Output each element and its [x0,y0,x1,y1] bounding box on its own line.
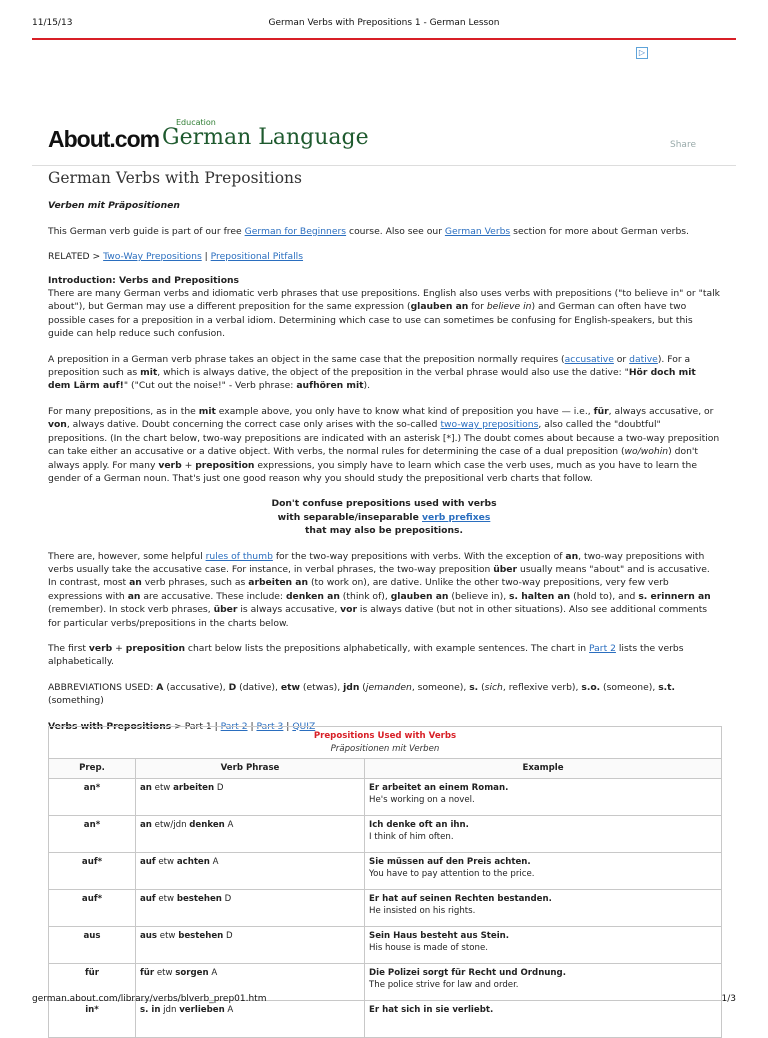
verb-phrase-cell [136,889,365,926]
parts-nav-label: Verbs with Prepositions [48,720,172,732]
example-cell [365,926,722,963]
paragraph-text: , two-way prepositions with verbs usually take the accusative case. For instance, in verbal phrases, the two-way preposition [48,550,705,575]
abbrev-text: (dative), [236,681,281,693]
callout-text: that may also be prepositions. [305,525,463,537]
example-cell [365,778,722,815]
verb-phrase-case: A [224,819,234,830]
paragraph-text: wo/wohin [624,446,669,458]
category-label[interactable]: Education [176,118,216,127]
verb-phrase-prep: aus [140,930,158,941]
paragraph-text: mit [198,405,216,417]
parts-nav-separator: | [247,720,257,732]
prep-cell: an* [49,815,136,852]
paragraph-text: ). [363,380,371,392]
prep-cell: auf* [49,889,136,926]
paragraph-text: über [493,563,518,575]
paragraph-text: lists the verbs alphabetically. [48,642,684,668]
paragraph-text: " ("Cut out the noise!" - Verb phrase: [123,380,297,392]
example-english: He insisted on his rights. [369,906,476,916]
abbrev-text: , someone), [411,681,470,693]
paragraph-text: aufhören mit [296,380,364,392]
paragraph-text: ) don't always apply. For many [48,446,699,471]
prep-cell: in* [49,1000,136,1037]
quiz-link[interactable]: QUIZ [292,720,316,732]
verb-phrase-verb: denken [189,819,225,830]
paragraph-text: glauben an [390,590,449,602]
verb-phrase-object: etw [157,930,179,941]
verb-phrase-case: D [221,893,232,904]
prep-cell: an* [49,778,136,815]
example-cell [365,815,722,852]
example-german: Ich denke oft an ihn. [369,819,469,830]
callout-text: Don't confuse prepositions used with verbs [271,498,497,510]
paragraph-text: verb phrases, such as [141,577,249,589]
paragraph-text: von [48,419,67,431]
abbrev-text: ABBREVIATIONS USED: [48,681,157,693]
intro-heading: Introduction: Verbs and Prepositions [48,274,240,286]
callout-text: with separable/inseparable [277,511,423,523]
abbrev-text: A [156,681,164,693]
table-subtitle: Präpositionen mit Verben [330,743,440,754]
paragraph-text: preposition [195,459,255,471]
paragraph-text: + [181,459,196,471]
example-english: He's working on a novel. [369,795,475,805]
verb-phrase-prep: an [140,782,152,793]
about-logo[interactable]: About.com [48,126,160,152]
paragraph-text: mit [140,367,158,379]
paragraph-text: (hold to), and [570,590,639,602]
rules-of-thumb-link[interactable]: rules of thumb [205,550,273,562]
verb-phrase-cell [136,1000,365,1037]
example-german: Er arbeitet an einem Roman. [369,782,509,793]
verb-phrase-cell [136,852,365,889]
german-verbs-link[interactable]: German Verbs [444,225,511,237]
abbreviations-line [48,681,720,708]
verb-phrase-verb: bestehen [178,930,224,941]
paragraph-text: for [468,301,487,313]
abbrev-text: s. [469,681,479,693]
table-row [49,926,722,963]
site-title[interactable]: German Language [162,125,369,150]
callout-box [48,497,720,537]
column-header-verb-phrase: Verb Phrase [136,759,365,779]
abbrev-text: (etwas), [299,681,344,693]
example-german: Die Polizei sorgt für Recht und Ordnung. [369,967,566,978]
paragraph-text: für [593,405,609,417]
paragraph-text: preposition [125,642,186,654]
paragraph-text: is always dative (but not in other situations). Also see additional comments for particular verbs/prepositions in the charts below. [48,604,708,629]
column-header-example: Example [365,759,722,779]
print-url: german.about.com/library/verbs/blverb_prep01.htm [32,994,267,1004]
abbrev-text: jdn [343,681,360,693]
abbrev-text: ( [359,681,366,693]
part-2-link[interactable]: Part 2 [220,720,248,732]
parts-nav-current: > Part 1 | [171,720,221,732]
paragraph-text: usually means "about" and is accusative. In contrast, most [48,563,710,589]
paragraph-text: an [565,550,579,562]
verb-phrase-case: A [209,856,219,867]
verb-phrase-prep: an [140,819,152,830]
abbrev-text: (accusative), [163,681,229,693]
paragraph-text: , always accusative, or [608,405,714,417]
paragraph-text: + [112,642,126,654]
paragraph-text: s. erinnern an [638,590,711,602]
parts-nav-separator: | [283,720,293,732]
example-german: Sein Haus besteht aus Stein. [369,930,510,941]
example-german: Er hat sich in sie verliebt. [369,1004,494,1015]
related-label: RELATED > [48,251,104,263]
two-way-prepositions-link[interactable]: Two-Way Prepositions [103,251,202,263]
paragraph-text: There are many German verbs and idiomatic verb phrases that use prepositions. English also uses verbs with prepositions ("to believe in" or "talk about"), but German may use a different preposition for the same expression ( [48,288,720,313]
abbrev-text: D [228,681,237,693]
paragraph-two-way [48,405,720,485]
paragraph-text: (think of), [339,590,391,602]
table-header-row [49,759,722,779]
verb-phrase-cell [136,778,365,815]
verb-phrase-object: etw/jdn [151,819,190,830]
paragraph-text: über [213,604,238,616]
dative-link[interactable]: dative [629,353,658,365]
article-subtitle: Verben mit Präpositionen [48,200,180,212]
part-3-link[interactable]: Part 3 [256,720,284,732]
paragraph-text: , also called the "doubtful" prepositions. (In the chart below, two-way prepositions are indicated with an asterisk [*].) The doubt comes about because a two-way preposition can take either an accusative or a dative object. With verbs, the normal rules for determining the case of a dual preposition ( [48,419,720,458]
table-caption [49,727,722,759]
abbrev-text: etw [280,681,300,693]
verb-phrase-prep: auf [140,893,156,904]
verb-phrase-cell [136,926,365,963]
example-english: You have to pay attention to the price. [369,869,535,879]
intro-paragraph [48,225,720,238]
ad-choices-icon[interactable]: ▷ [636,47,648,59]
print-date: 11/15/13 [32,18,73,28]
paragraph-text: vor [340,604,358,616]
abbrev-text: s.t. [658,681,676,693]
table-title: Prepositions Used with Verbs [313,731,457,741]
intro-text: section for more about German verbs. [510,225,689,237]
verb-phrase-verb: arbeiten [173,782,215,793]
verb-phrase-prep: s. in [140,1004,161,1015]
table-caption-row [49,727,722,759]
paragraph-text: arbeiten an [248,577,309,589]
share-button[interactable]: Share [670,140,696,150]
example-cell [365,852,722,889]
paragraph-text: an [127,590,141,602]
paragraph-text: (remember). In stock verb phrases, [48,604,214,616]
top-red-rule [32,38,736,40]
example-english: His house is made of stone. [369,943,488,953]
table-row [49,889,722,926]
verb-phrase-object: etw [155,856,177,867]
prep-cell: auf* [49,852,136,889]
verb-phrase-case: A [224,1004,234,1015]
verb-phrase-object: jdn [160,1004,180,1015]
paragraph-text: The first [48,642,89,654]
accusative-link[interactable]: accusative [564,353,614,365]
paragraph-text: ) and German can often have two possible cases for a preposition in a verbal idiom. Determining which case to use can sometimes be confusing for English-speakers, but this guide can help reduce such confusion. [48,301,693,340]
prep-cell: aus [49,926,136,963]
verb-phrase-case: A [208,967,218,978]
paragraph-text: or [613,353,630,365]
masthead [48,118,720,158]
table-row [49,1000,722,1037]
paragraph-rules [48,550,720,630]
verb-phrase-case: D [223,930,233,941]
prep-cell: für [49,963,136,1000]
verb-phrase-verb: achten [176,856,210,867]
paragraph-text: ). For a preposition such as [48,353,691,379]
example-english: I think of him often. [369,832,454,842]
verb-phrase-object: etw [155,893,177,904]
paragraph-chart-intro [48,642,720,669]
abbrev-text: sich [484,681,503,693]
print-window-title: German Verbs with Prepositions 1 - German Lesson [268,18,500,28]
paragraph-text: chart below lists the prepositions alphabetically, with example sentences. The chart in [185,642,590,654]
abbrev-text: (something) [48,695,104,707]
related-links [48,250,720,263]
example-cell [365,963,722,1000]
paragraph-text: are accusative. These include: [140,590,286,602]
example-german: Er hat auf seinen Rechten bestanden. [369,893,552,904]
table-row [49,815,722,852]
prepositions-table [48,726,722,1038]
paragraph-text: verb [88,642,113,654]
part-2-inline-link[interactable]: Part 2 [589,642,616,654]
paragraph-text: for the two-way prepositions with verbs. With the exception of [272,550,566,562]
paragraph-text: denken an [285,590,340,602]
verb-phrase-object: etw [154,967,176,978]
intro-text: This German verb guide is part of our free [48,225,245,237]
example-cell [365,889,722,926]
abbrev-text: ( [478,681,485,693]
verb-phrase-cell [136,815,365,852]
table-row [49,778,722,815]
paragraph-text: glauben an [410,301,469,313]
paragraph-text: (believe in), [448,590,510,602]
paragraph-text: (to work on), are dative. Unlike the other two-way prepositions, very few verb expressions with [48,577,669,602]
abbrev-text: (someone), [600,681,659,693]
verb-phrase-verb: verlieben [179,1004,225,1015]
paragraph-text: , which is always dative, the object of the preposition in the verbal phrase would also use the dative: " [157,367,629,379]
paragraph-text: believe in [486,301,532,313]
paragraph-text: example above, you only have to know what kind of preposition you have — i.e., [215,405,594,417]
article-body [48,169,720,745]
table-row [49,852,722,889]
paragraph-text: A preposition in a German verb phrase takes an object in the same case that the preposition normally requires ( [48,353,565,365]
example-english: The police strive for law and order. [369,980,519,990]
example-german: Sie müssen auf den Preis achten. [369,856,531,867]
paragraph-text: expressions, you simply have to learn which case the verb uses, much as you have to learn the gender of a German noun. That's just one good reason why you should study the prepositional verb charts that follow. [48,459,698,484]
paragraph-case [48,353,720,393]
intro-text: course. Also see our [346,225,445,237]
print-page-count: 1/3 [721,994,736,1004]
page-title: German Verbs with Prepositions [48,169,302,187]
paragraph-text: is always accusative, [237,604,341,616]
german-for-beginners-link[interactable]: German for Beginners [244,225,347,237]
abbrev-text: jemanden [365,681,412,693]
verb-phrase-case: D [214,782,224,793]
verb-phrase-verb: sorgen [175,967,209,978]
paragraph-text: There are, however, some helpful [48,550,206,562]
paragraph-text: Hör doch mit dem Lärm auf! [48,367,696,392]
paragraph-text: , always dative. Doubt concerning the correct case only arises with the so-called [66,419,441,431]
abbrev-text: , reflexive verb), [502,681,582,693]
verb-phrase-prep: für [140,967,155,978]
abbrev-text: s.o. [581,681,601,693]
paragraph-text: s. halten an [509,590,571,602]
intro-section [48,274,720,341]
two-way-prepositions-inline-link[interactable]: two-way prepositions [440,419,539,431]
verb-phrase-object: etw [151,782,174,793]
example-cell [365,1000,722,1037]
column-header-prep: Prep. [49,759,136,779]
paragraph-text: an [129,577,142,589]
prepositional-pitfalls-link[interactable]: Prepositional Pitfalls [210,251,304,263]
related-separator: | [201,251,211,263]
paragraph-text: verb [158,459,182,471]
verb-phrase-prep: auf [140,856,156,867]
masthead-divider [32,165,736,166]
verb-prefixes-link[interactable]: verb prefixes [422,511,491,523]
paragraph-text: For many prepositions, as in the [48,405,199,417]
verb-phrase-verb: bestehen [176,893,222,904]
